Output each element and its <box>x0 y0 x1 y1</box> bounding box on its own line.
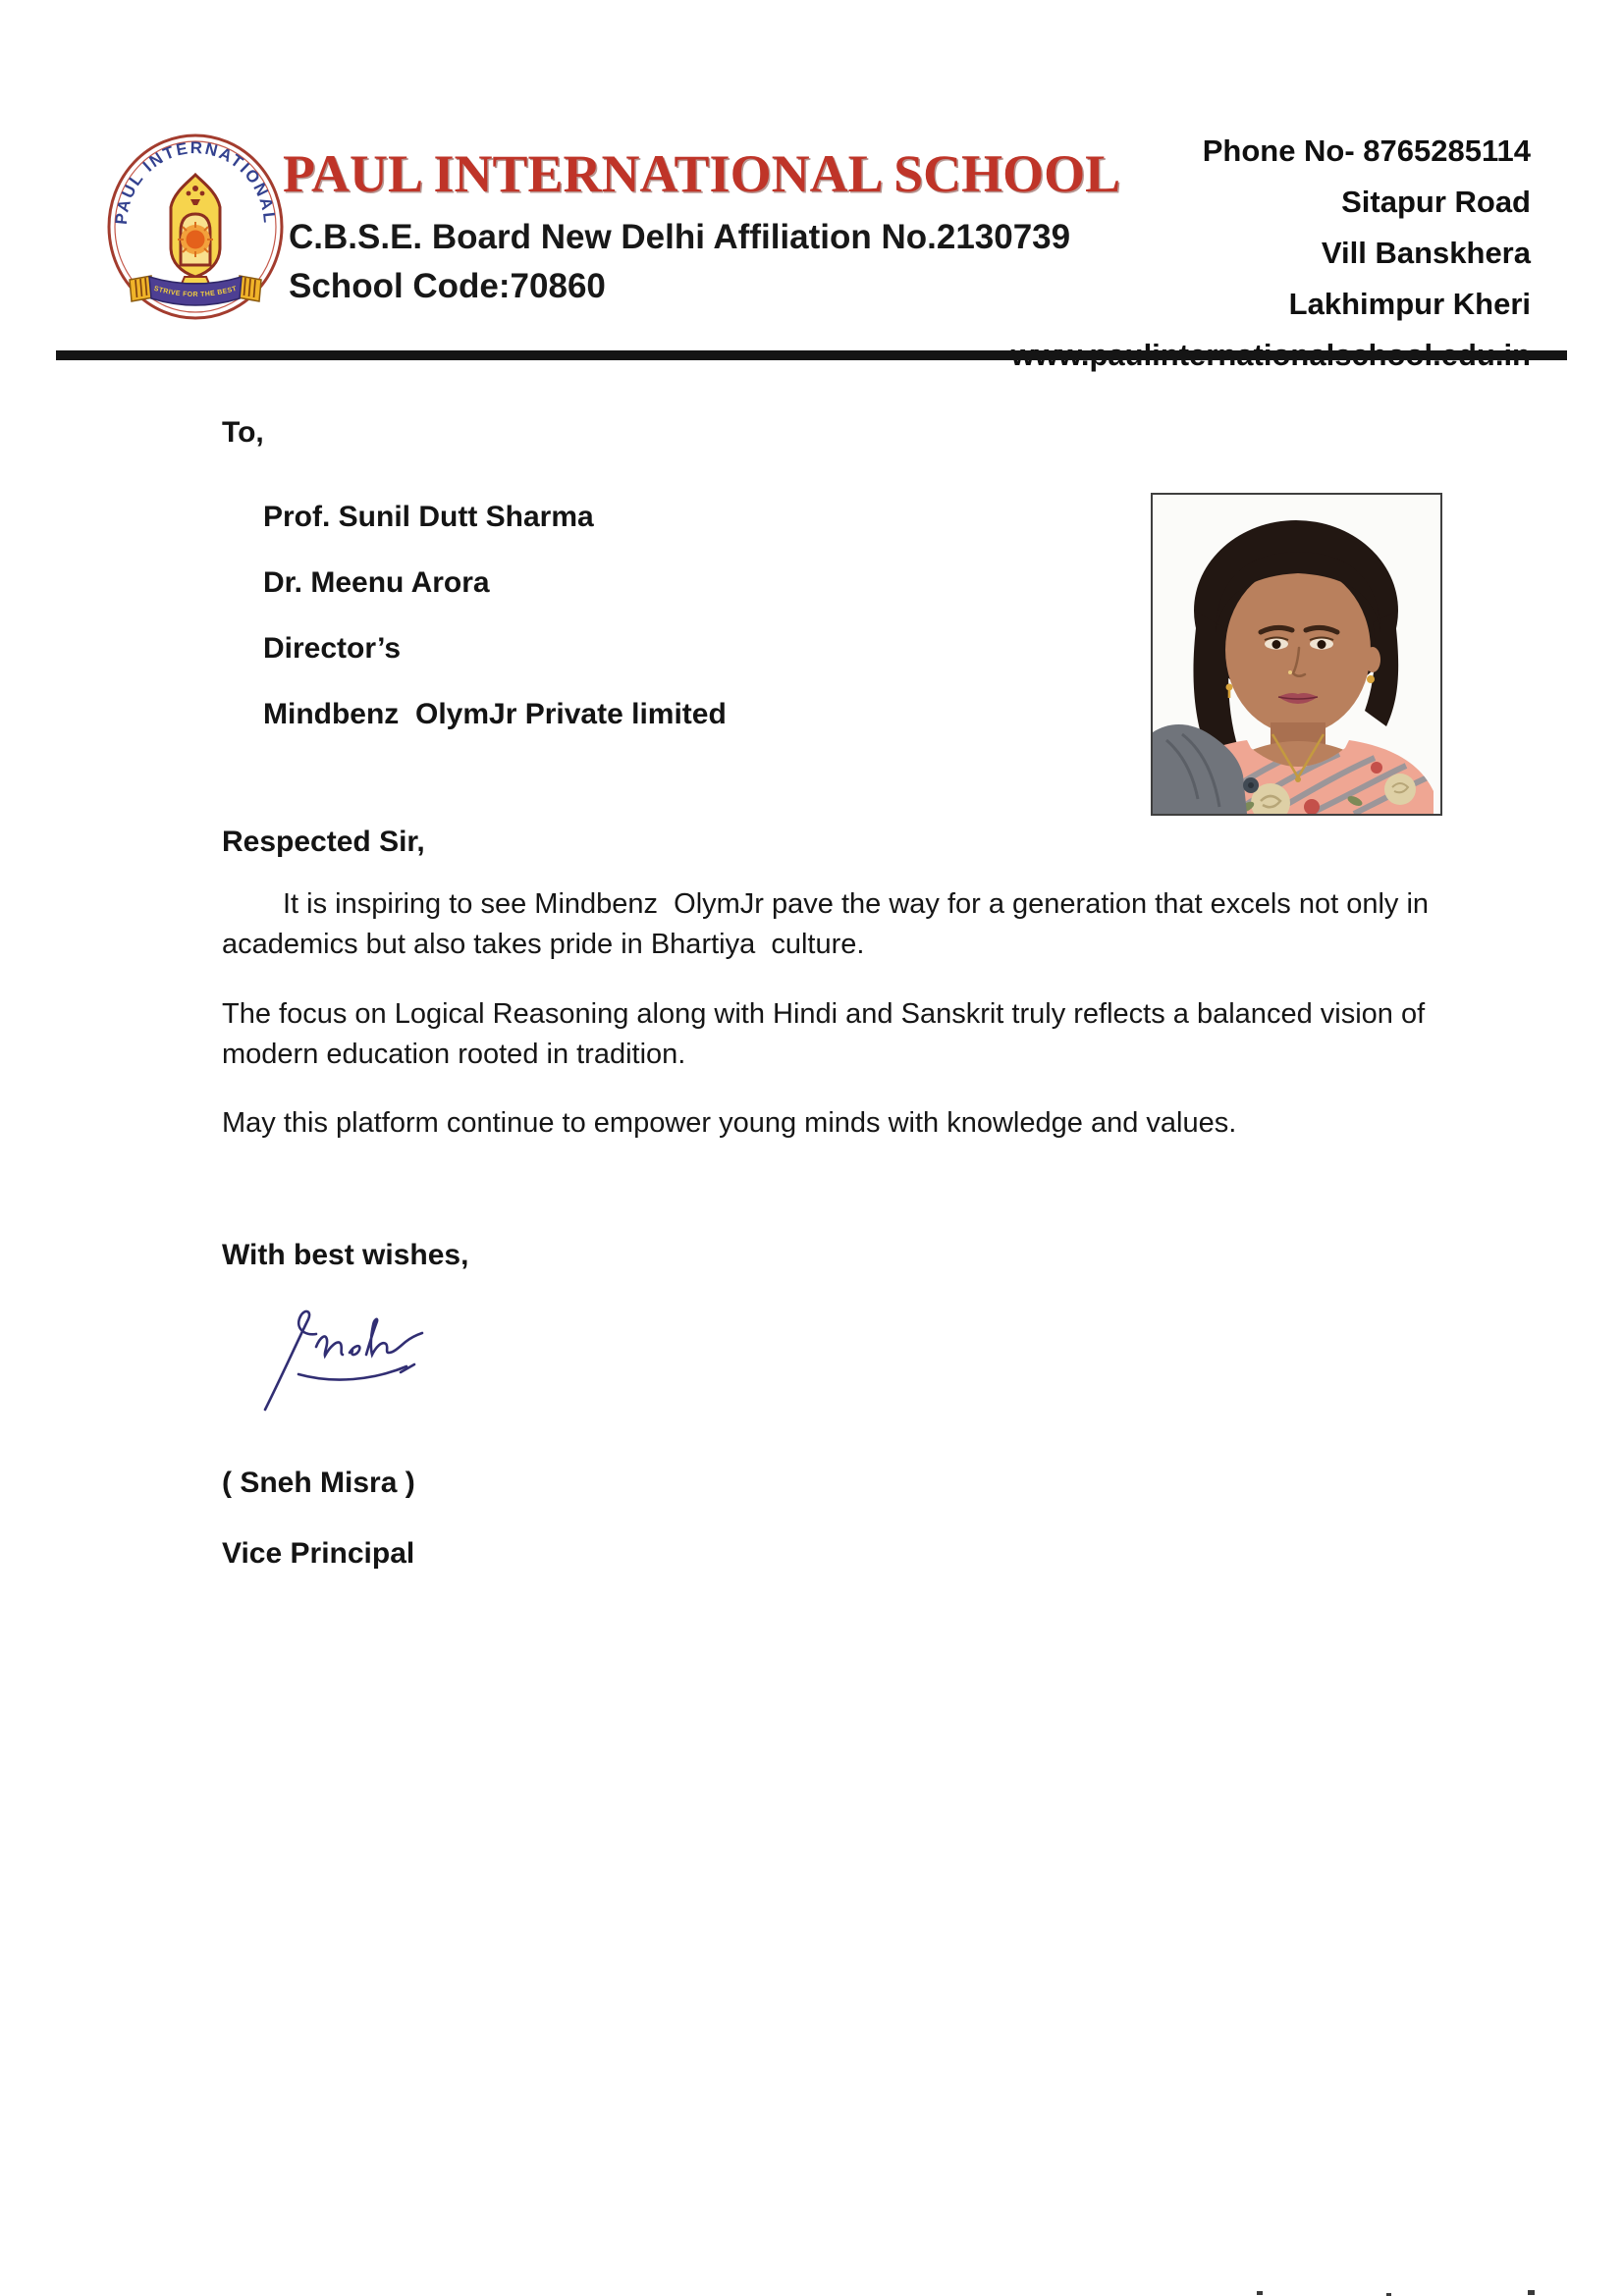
header-divider <box>56 350 1567 360</box>
body-paragraph: It is inspiring to see Mindbenz OlymJr pave the way for a generation that excels not only in academics but also takes pride in Bhartiya culture. <box>222 888 1437 960</box>
signatory-title: Vice Principal <box>222 1537 415 1570</box>
address-line-2: Vill Banskhera <box>1321 236 1531 270</box>
contact-block <box>1011 126 1531 381</box>
closing-line: With best wishes, <box>222 1239 469 1271</box>
recipient-line: Mindbenz OlymJr Private limited <box>263 698 727 730</box>
signature-image <box>251 1288 443 1430</box>
page-edge-artifact <box>1257 2291 1263 2295</box>
recipient-line: Prof. Sunil Dutt Sharma <box>263 501 594 533</box>
logo-arc-text: PAUL INTERNATIONAL <box>111 138 280 226</box>
to-label: To, <box>222 416 264 449</box>
greeting: Respected Sir, <box>222 826 425 858</box>
school-name: PAUL INTERNATIONAL SCHOOL <box>283 144 1121 203</box>
school-logo-badge <box>106 133 285 320</box>
recipient-line: Dr. Meenu Arora <box>263 566 490 599</box>
recipient-block <box>263 497 727 760</box>
logo-sun <box>178 222 213 257</box>
logo-ribbon-text: STRIVE FOR THE BEST <box>152 285 239 299</box>
body-paragraph: May this platform continue to empower young minds with knowledge and values. <box>222 1107 1237 1139</box>
signatory-name: ( Sneh Misra ) <box>222 1467 415 1499</box>
body-paragraph: The focus on Logical Reasoning along with Hindi and Sanskrit truly reflects a balanced vision of modern education rooted in tradition. <box>222 998 1434 1070</box>
school-code-line: School Code:70860 <box>289 267 606 305</box>
phone-line: Phone No- 8765285114 <box>1202 133 1531 168</box>
recipient-line: Director’s <box>263 632 402 665</box>
affiliation-line: C.B.S.E. Board New Delhi Affiliation No.2130739 <box>289 218 1071 256</box>
address-line-3: Lakhimpur Kheri <box>1288 287 1531 321</box>
page-edge-artifact <box>1528 2290 1535 2295</box>
signatory-photo <box>1151 493 1442 816</box>
address-line-1: Sitapur Road <box>1341 185 1531 219</box>
